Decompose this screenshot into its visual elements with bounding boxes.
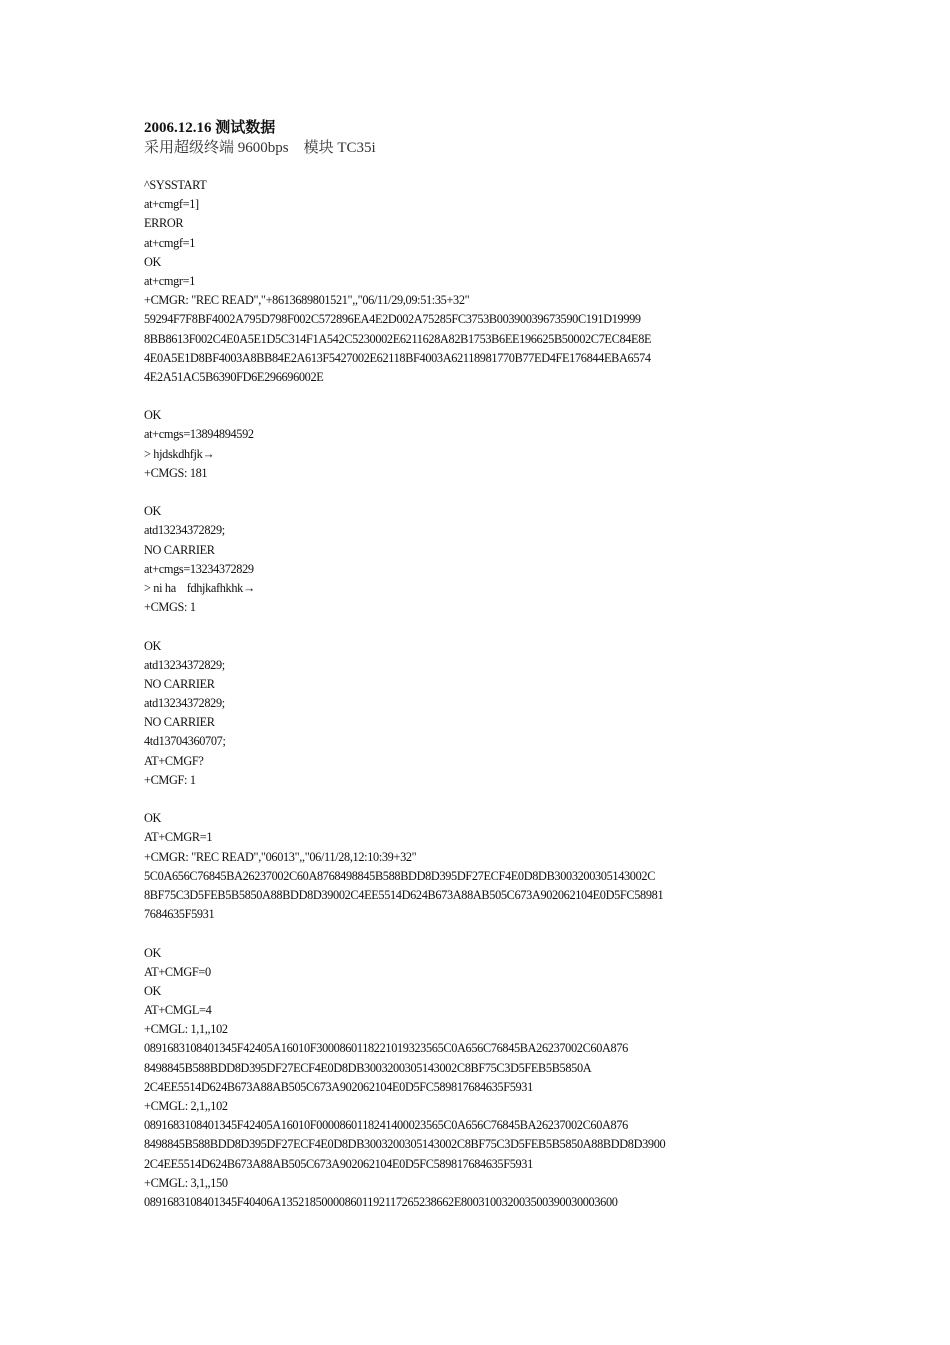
log-line: AT+CMGF=0	[144, 964, 211, 979]
log-line: +CMGS: 1	[144, 600, 196, 615]
log-line: ^SYSSTART	[144, 178, 207, 192]
document-title: 2006.12.16 测试数据	[144, 120, 276, 136]
log-line: 0891683108401345F42405A16010F3000860118221019323565C0A656C76845BA26237002C60A876	[144, 1041, 628, 1056]
log-line: 4E0A5E1D8BF4003A8BB84E2A613F5427002E62118BF4003A62118981770B77ED4FE176844EBA6574	[144, 350, 651, 365]
log-line: at+cmgf=1]	[144, 197, 199, 212]
terminal-log	[144, 176, 864, 1212]
log-line: NO CARRIER	[144, 676, 215, 691]
log-line: 4E2A51AC5B6390FD6E296696002E	[144, 369, 324, 384]
log-line: at+cmgf=1	[144, 235, 196, 250]
log-line: +CMGR: "REC READ","06013",,"06/11/28,12:10:39+32"	[144, 849, 417, 864]
log-line: 0891683108401345F40406A135218500008601192117265238662E800310032003500390030003600	[144, 1194, 618, 1209]
log-line: +CMGF: 1	[144, 772, 196, 787]
log-line: 8498845B588BDD8D395DF27ECF4E0D8DB3003200305143002C8BF75C3D5FEB5B5850A88BDD8D3900	[144, 1137, 666, 1152]
log-line: > hjdskdhfjk→	[144, 446, 215, 461]
log-line: +CMGL: 3,1,,150	[144, 1175, 228, 1190]
log-line: +CMGS: 181	[144, 465, 208, 480]
log-line: 5C0A656C76845BA26237002C60A8768498845B588BDD8D395DF27ECF4E0D8DB3003200305143002C	[144, 868, 656, 883]
log-line: atd13234372829;	[144, 696, 225, 711]
log-line: at+cmgs=13894894592	[144, 427, 254, 442]
log-line: atd13234372829;	[144, 657, 225, 672]
log-line: 4td13704360707;	[144, 734, 226, 749]
log-line: NO CARRIER	[144, 715, 215, 730]
log-line: > ni ha fdhjkafhkhk→	[144, 580, 255, 595]
log-line: OK	[144, 254, 162, 269]
log-line: 0891683108401345F42405A16010F0000860118241400023565C0A656C76845BA26237002C60A876	[144, 1118, 628, 1133]
log-line: 2C4EE5514D624B673A88AB505C673A902062104E0D5FC589817684635F5931	[144, 1156, 533, 1171]
log-line: OK	[144, 638, 162, 653]
log-line: 8BF75C3D5FEB5B5850A88BDD8D39002C4EE5514D624B673A88AB505C673A902062104E0D5FC58981	[144, 887, 664, 902]
log-line: +CMGL: 1,1,,102	[144, 1022, 228, 1037]
log-line: +CMGR: "REC READ","+8613689801521",,"06/11/29,09:51:35+32"	[144, 293, 470, 308]
log-line: 59294F7F8BF4002A795D798F002C572896EA4E2D002A75285FC3753B00390039673590C191D19999	[144, 312, 641, 327]
log-line: atd13234372829;	[144, 523, 225, 538]
blank-line	[144, 924, 864, 943]
log-line: OK	[144, 408, 162, 423]
document-subtitle: 采用超级终端 9600bps 模块 TC35i	[144, 140, 376, 156]
log-line: 8498845B588BDD8D395DF27ECF4E0D8DB3003200305143002C8BF75C3D5FEB5B5850A	[144, 1060, 592, 1075]
log-line: AT+CMGR=1	[144, 830, 213, 845]
blank-line	[144, 387, 864, 406]
log-line: at+cmgr=1	[144, 273, 196, 288]
log-line: OK	[144, 983, 162, 998]
log-line: at+cmgs=13234372829	[144, 561, 254, 576]
log-line: ERROR	[144, 216, 184, 231]
blank-line	[144, 790, 864, 809]
log-line: 7684635F5931	[144, 907, 215, 922]
log-line: OK	[144, 811, 162, 826]
log-line: NO CARRIER	[144, 542, 215, 557]
log-line: +CMGL: 2,1,,102	[144, 1099, 228, 1113]
blank-line	[144, 483, 864, 502]
log-line: OK	[144, 945, 162, 960]
log-line: AT+CMGF?	[144, 753, 204, 768]
blank-line	[144, 617, 864, 636]
log-line: 8BB8613F002C4E0A5E1D5C314F1A542C5230002E6211628A82B1753B6EE196625B50002C7EC84E8E	[144, 331, 652, 346]
document-page	[144, 118, 864, 1212]
log-line: OK	[144, 504, 162, 519]
log-line: 2C4EE5514D624B673A88AB505C673A902062104E0D5FC589817684635F5931	[144, 1079, 533, 1094]
log-line: AT+CMGL=4	[144, 1003, 212, 1018]
